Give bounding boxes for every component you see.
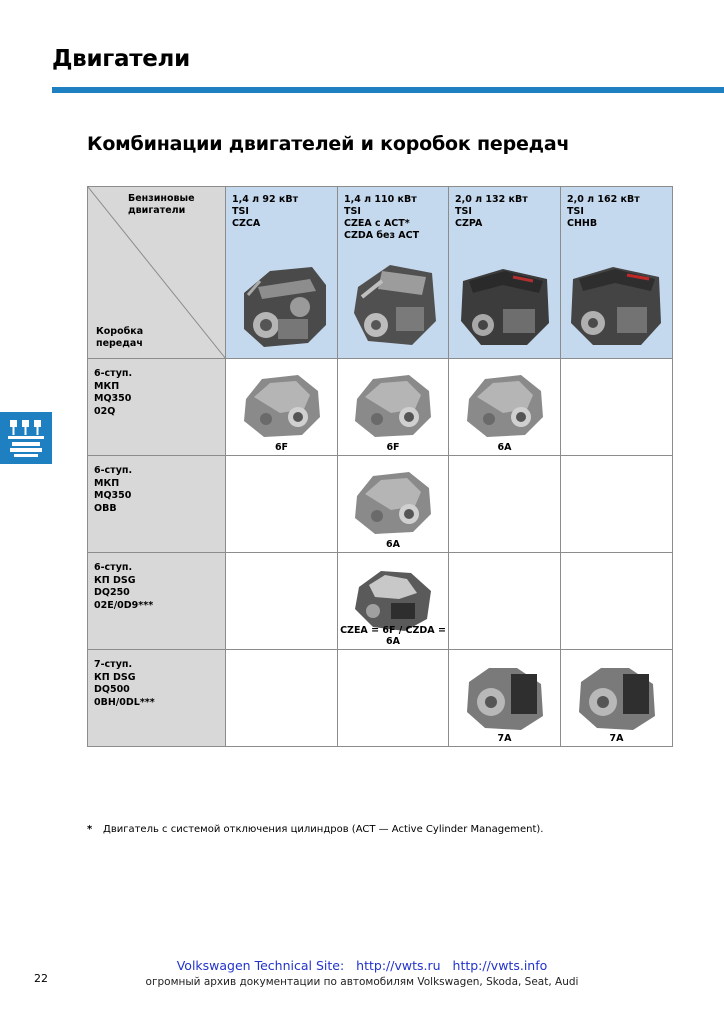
gearbox-row [88, 650, 673, 747]
engine-gearbox-table [87, 186, 673, 747]
combo-code: 6F [386, 442, 400, 453]
engine-header-2: 1,4 л 110 кВт TSI CZEA с ACT* CZDA без ACT [338, 187, 449, 359]
combo-cell-empty [338, 650, 449, 747]
combo-cell-empty [561, 553, 673, 650]
page-title: Двигатели [52, 46, 190, 72]
gearbox-row-label: 7-ступ. КП DSG DQ500 0BH/0DL*** [88, 650, 226, 747]
engine-header-1: 1,4 л 92 кВт TSI CZCA [226, 187, 338, 359]
corner-gearbox-label: Коробка передач [96, 326, 144, 349]
footer-site-line [0, 958, 724, 973]
site-link-ru[interactable]: http://vwts.ru [356, 958, 441, 973]
engine-header-3: 2,0 л 132 кВт TSI CZPA [449, 187, 561, 359]
combo-code: CZEA = 6F / CZDA = 6A [340, 625, 446, 647]
footer-archive-note: огромный архив документации по автомобилям Volkswagen, Skoda, Seat, Audi [145, 976, 579, 988]
combo-cell [226, 359, 338, 456]
manual-gearbox-image [351, 466, 435, 538]
corner-engines-label: Бензиновые двигатели [128, 193, 195, 216]
combo-cell [338, 456, 449, 553]
header-row [88, 187, 673, 359]
gearbox-row-label: 6-ступ. КП DSG DQ250 02E/0D9*** [88, 553, 226, 650]
footnote [87, 824, 543, 835]
dsg-gearbox-image [575, 660, 659, 732]
engine-header-4: 2,0 л 162 кВт TSI CHHB [561, 187, 673, 359]
combo-cell [338, 359, 449, 456]
combo-cell-empty [226, 553, 338, 650]
engine-image [230, 251, 332, 351]
engine-image [342, 251, 444, 351]
corner-cell [88, 187, 226, 359]
site-link-info[interactable]: http://vwts.info [452, 958, 548, 973]
combo-cell [561, 650, 673, 747]
title-rule [52, 87, 724, 93]
combo-cell [449, 359, 561, 456]
combo-cell-empty [449, 456, 561, 553]
combo-cell [449, 650, 561, 747]
combo-cell-empty [449, 553, 561, 650]
gearbox-row [88, 553, 673, 650]
gearbox-row-label: 6-ступ. МКП MQ350 02Q [88, 359, 226, 456]
combo-cell-empty [226, 456, 338, 553]
combo-cell-empty [561, 456, 673, 553]
combo-code: 6A [497, 442, 512, 453]
gearbox-row [88, 456, 673, 553]
manual-gearbox-image [240, 369, 324, 441]
gearbox-row-label: 6-ступ. МКП MQ350 OBB [88, 456, 226, 553]
site-name: Volkswagen Technical Site: [176, 958, 345, 973]
combo-cell [338, 553, 449, 650]
engine-image [565, 251, 667, 351]
combo-cell-empty [226, 650, 338, 747]
dsg-gearbox-image [463, 660, 547, 732]
manual-gearbox-image [463, 369, 547, 441]
page-number: 22 [34, 972, 48, 985]
footnote-text: Двигатель с системой отключения цилиндров (ACT — Active Cylinder Management). [103, 824, 544, 835]
combo-cell-empty [561, 359, 673, 456]
engine-image [453, 251, 555, 351]
manual-gearbox-image [351, 369, 435, 441]
engine-chapter-tab[interactable] [0, 412, 52, 464]
footnote-marker: * [87, 824, 93, 835]
combo-code: 7A [609, 733, 624, 744]
combo-code: 7A [497, 733, 512, 744]
combo-code: 6F [274, 442, 289, 453]
engine-pistons-icon [0, 412, 52, 464]
gearbox-row [88, 359, 673, 456]
combo-code: 6A [386, 539, 400, 550]
section-title: Комбинации двигателей и коробок передач [87, 133, 570, 155]
